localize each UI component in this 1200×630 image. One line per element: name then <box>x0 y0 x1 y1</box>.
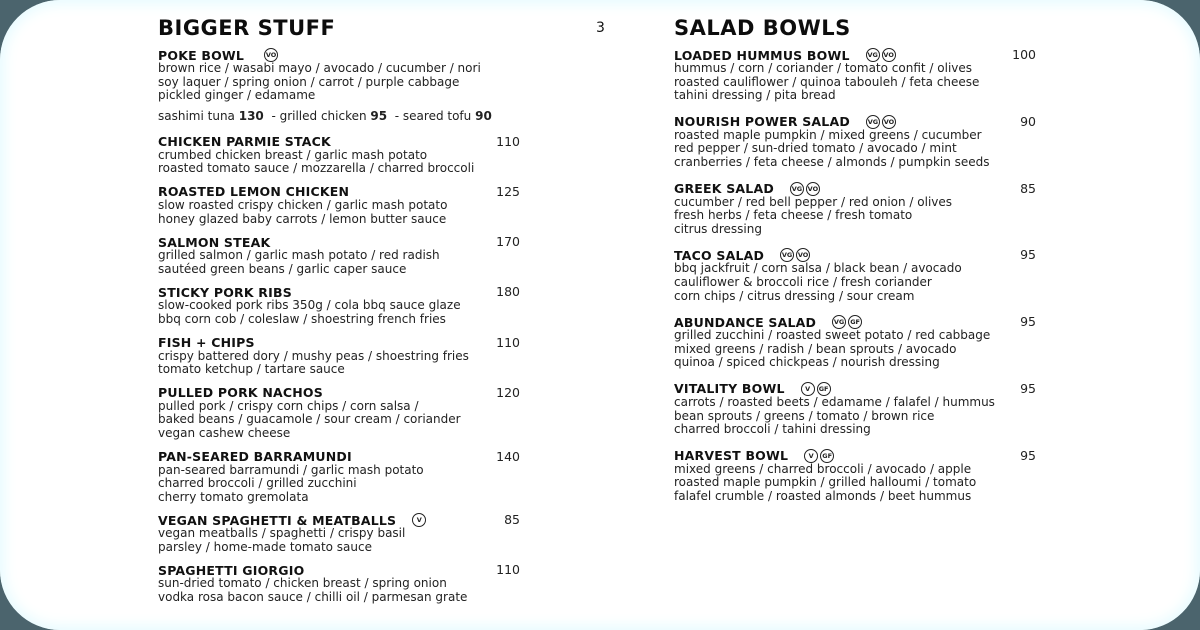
dietary-badge-icon: VO <box>882 115 896 129</box>
item-price: 180 <box>496 284 520 300</box>
item-desc-line: sun-dried tomato / chicken breast / spring onion <box>158 576 447 591</box>
item-desc-line: cranberries / feta cheese / almonds / pumpkin seeds <box>674 154 990 169</box>
vegan-option-badge-icon: VO <box>264 48 278 62</box>
item-desc-line: quinoa / spiced chickpeas / nourish dressing <box>674 355 940 370</box>
menu-item <box>674 182 1036 237</box>
dietary-badge-icon: VG <box>866 115 880 129</box>
item-desc-line: slow-cooked pork ribs 350g / cola bbq sauce glaze <box>158 298 461 313</box>
item-desc-line: bean sprouts / greens / tomato / brown rice <box>674 408 935 423</box>
item-name: ABUNDANCE SALAD <box>674 314 817 330</box>
item-name: NOURISH POWER SALAD <box>674 114 850 130</box>
dietary-badge-icon: VO <box>796 248 810 262</box>
item-name: PAN-SEARED BARRAMUNDI <box>158 449 352 464</box>
menu-item <box>158 185 520 226</box>
menu-item <box>674 248 1036 303</box>
item-name: SPAGHETTI GIORGIO <box>158 562 305 578</box>
item-name: ROASTED LEMON CHICKEN <box>158 184 350 200</box>
item-name: POKE BOWL <box>158 47 245 63</box>
item-desc-line: charred broccoli / grilled zucchini <box>158 476 357 491</box>
item-desc-line: charred broccoli / tahini dressing <box>674 422 871 437</box>
dietary-badge-icon: VO <box>882 48 896 62</box>
item-desc-line: vegan cashew cheese <box>158 425 291 440</box>
menu-item <box>674 115 1036 170</box>
menu-item <box>674 449 1036 504</box>
item-name: GREEK SALAD <box>674 181 774 197</box>
item-price: 95 <box>1020 380 1036 396</box>
item-price: 140 <box>496 448 520 464</box>
menu-item <box>158 450 520 505</box>
item-desc-line: vodka rosa bacon sauce / chilli oil / parmesan grate <box>158 590 468 605</box>
item-name: LOADED HUMMUS BOWL <box>674 47 850 63</box>
item-desc-line: cucumber / red bell pepper / red onion / olives <box>674 194 953 209</box>
item-name: VITALITY BOWL <box>674 381 785 397</box>
dietary-badge-icon: VG <box>832 315 846 329</box>
item-price: 85 <box>504 512 520 528</box>
item-desc-line: roasted maple pumpkin / grilled halloumi / tomato <box>674 475 977 490</box>
item-name: VEGAN SPAGHETTI & MEATBALLS <box>158 512 397 528</box>
menu-item <box>674 48 1036 103</box>
item-desc-line: pan-seared barramundi / garlic mash potato <box>158 462 424 477</box>
item-name: SALMON STEAK <box>158 234 271 250</box>
item-desc-line: fresh herbs / feta cheese / fresh tomato <box>674 208 913 223</box>
item-desc-line: pulled pork / crispy corn chips / corn salsa / <box>158 398 419 413</box>
menu-item <box>158 386 520 441</box>
dietary-badge-icon: VG <box>790 182 804 196</box>
section-title-bigger-stuff: BIGGER STUFF <box>158 16 336 40</box>
menu-item <box>158 563 520 604</box>
item-name: PULLED PORK NACHOS <box>158 385 323 401</box>
item-desc-line: parsley / home-made tomato sauce <box>158 539 372 554</box>
item-desc-line: roasted tomato sauce / mozzarella / charred broccoli <box>158 161 475 176</box>
item-price: 110 <box>496 334 520 350</box>
item-price: 85 <box>1020 180 1036 196</box>
dietary-badge-icon: VO <box>806 182 820 196</box>
item-desc-line: cauliflower & broccoli rice / fresh coriander <box>674 274 932 289</box>
menu-item <box>158 336 520 377</box>
item-desc-line: citrus dressing <box>674 221 762 236</box>
item-desc-line: roasted maple pumpkin / mixed greens / cucumber <box>674 127 982 142</box>
item-desc-line: vegan meatballs / spaghetti / crispy basil <box>158 526 406 541</box>
item-name: HARVEST BOWL <box>674 448 789 464</box>
menu-item <box>158 513 520 554</box>
item-desc-line: crumbed chicken breast / garlic mash potato <box>158 147 428 162</box>
menu-item <box>158 135 520 176</box>
item-desc-line: red pepper / sun-dried tomato / avocado / mint <box>674 141 957 156</box>
item-desc-line: mixed greens / charred broccoli / avocado / apple <box>674 461 972 476</box>
item-name: CHICKEN PARMIE STACK <box>158 134 331 150</box>
item-name: FISH + CHIPS <box>158 335 255 351</box>
dietary-badge-icon: V <box>412 513 426 527</box>
item-desc-line: honey glazed baby carrots / lemon butter sauce <box>158 211 447 226</box>
item-name: STICKY PORK RIBS <box>158 284 292 300</box>
menu-item <box>158 285 520 326</box>
item-price: 100 <box>1012 47 1036 62</box>
item-desc-line: tahini dressing / pita bread <box>674 88 836 103</box>
item-price: 110 <box>496 133 520 149</box>
item-desc-line: brown rice / wasabi mayo / avocado / cucumber / nori <box>158 61 481 75</box>
item-desc-line: bbq corn cob / coleslaw / shoestring french fries <box>158 311 446 326</box>
item-desc-line: hummus / corn / coriander / tomato confit / olives <box>674 61 973 75</box>
item-price: 95 <box>1020 447 1036 463</box>
item-price: 125 <box>496 183 520 199</box>
dietary-badge-icon: VG <box>780 248 794 262</box>
item-price: 90 <box>1020 113 1036 129</box>
dietary-badge-icon: GF <box>817 382 831 396</box>
item-desc-line: soy laquer / spring onion / carrot / purple cabbage <box>158 74 460 89</box>
section-title-salad-bowls: SALAD BOWLS <box>674 16 851 40</box>
menu-item <box>158 235 520 276</box>
dietary-badge-icon: GF <box>848 315 862 329</box>
item-price: 170 <box>496 234 520 250</box>
item-desc-line: roasted cauliflower / quinoa tabouleh / feta cheese <box>674 74 980 89</box>
item-desc-line: mixed greens / radish / bean sprouts / avocado <box>674 341 957 356</box>
item-desc-line: cherry tomato gremolata <box>158 489 309 504</box>
item-desc-line: grilled zucchini / roasted sweet potato / red cabbage <box>674 328 991 343</box>
item-price: 95 <box>1020 247 1036 263</box>
dietary-badge-icon: V <box>804 449 818 463</box>
poke-protein-options: sashimi tuna 130 - grilled chicken 95 - seared tofu 90 <box>158 108 492 123</box>
dietary-badge-icon: V <box>801 382 815 396</box>
item-price: 120 <box>496 384 520 400</box>
item-desc-line: sautéed green beans / garlic caper sauce <box>158 261 407 276</box>
item-desc-line: grilled salmon / garlic mash potato / red radish <box>158 248 440 263</box>
item-desc-line: corn chips / citrus dressing / sour cream <box>674 288 915 303</box>
item-desc-line: pickled ginger / edamame <box>158 88 316 103</box>
item-name: TACO SALAD <box>674 247 765 263</box>
item-desc-line: crispy battered dory / mushy peas / shoestring fries <box>158 348 469 363</box>
item-desc-line: bbq jackfruit / corn salsa / black bean / avocado <box>674 261 962 276</box>
page-number: 3 <box>596 20 605 36</box>
item-desc-line: carrots / roasted beets / edamame / falafel / hummus <box>674 394 995 409</box>
item-price: 110 <box>496 562 520 578</box>
item-desc-line: slow roasted crispy chicken / garlic mash potato <box>158 197 448 212</box>
item-price: 95 <box>1020 314 1036 330</box>
menu-item <box>674 382 1036 437</box>
dietary-badge-icon: GF <box>820 449 834 463</box>
item-desc-line: tomato ketchup / tartare sauce <box>158 362 345 377</box>
item-desc-line: falafel crumble / roasted almonds / beet hummus <box>674 488 972 503</box>
bigger-stuff-column <box>158 14 520 614</box>
menu-item-poke-bowl <box>158 48 520 123</box>
item-desc-line: baked beans / guacamole / sour cream / coriander <box>158 412 461 427</box>
menu-item <box>674 315 1036 370</box>
dietary-badge-icon: VG <box>866 48 880 62</box>
salad-bowls-column <box>674 14 1036 515</box>
